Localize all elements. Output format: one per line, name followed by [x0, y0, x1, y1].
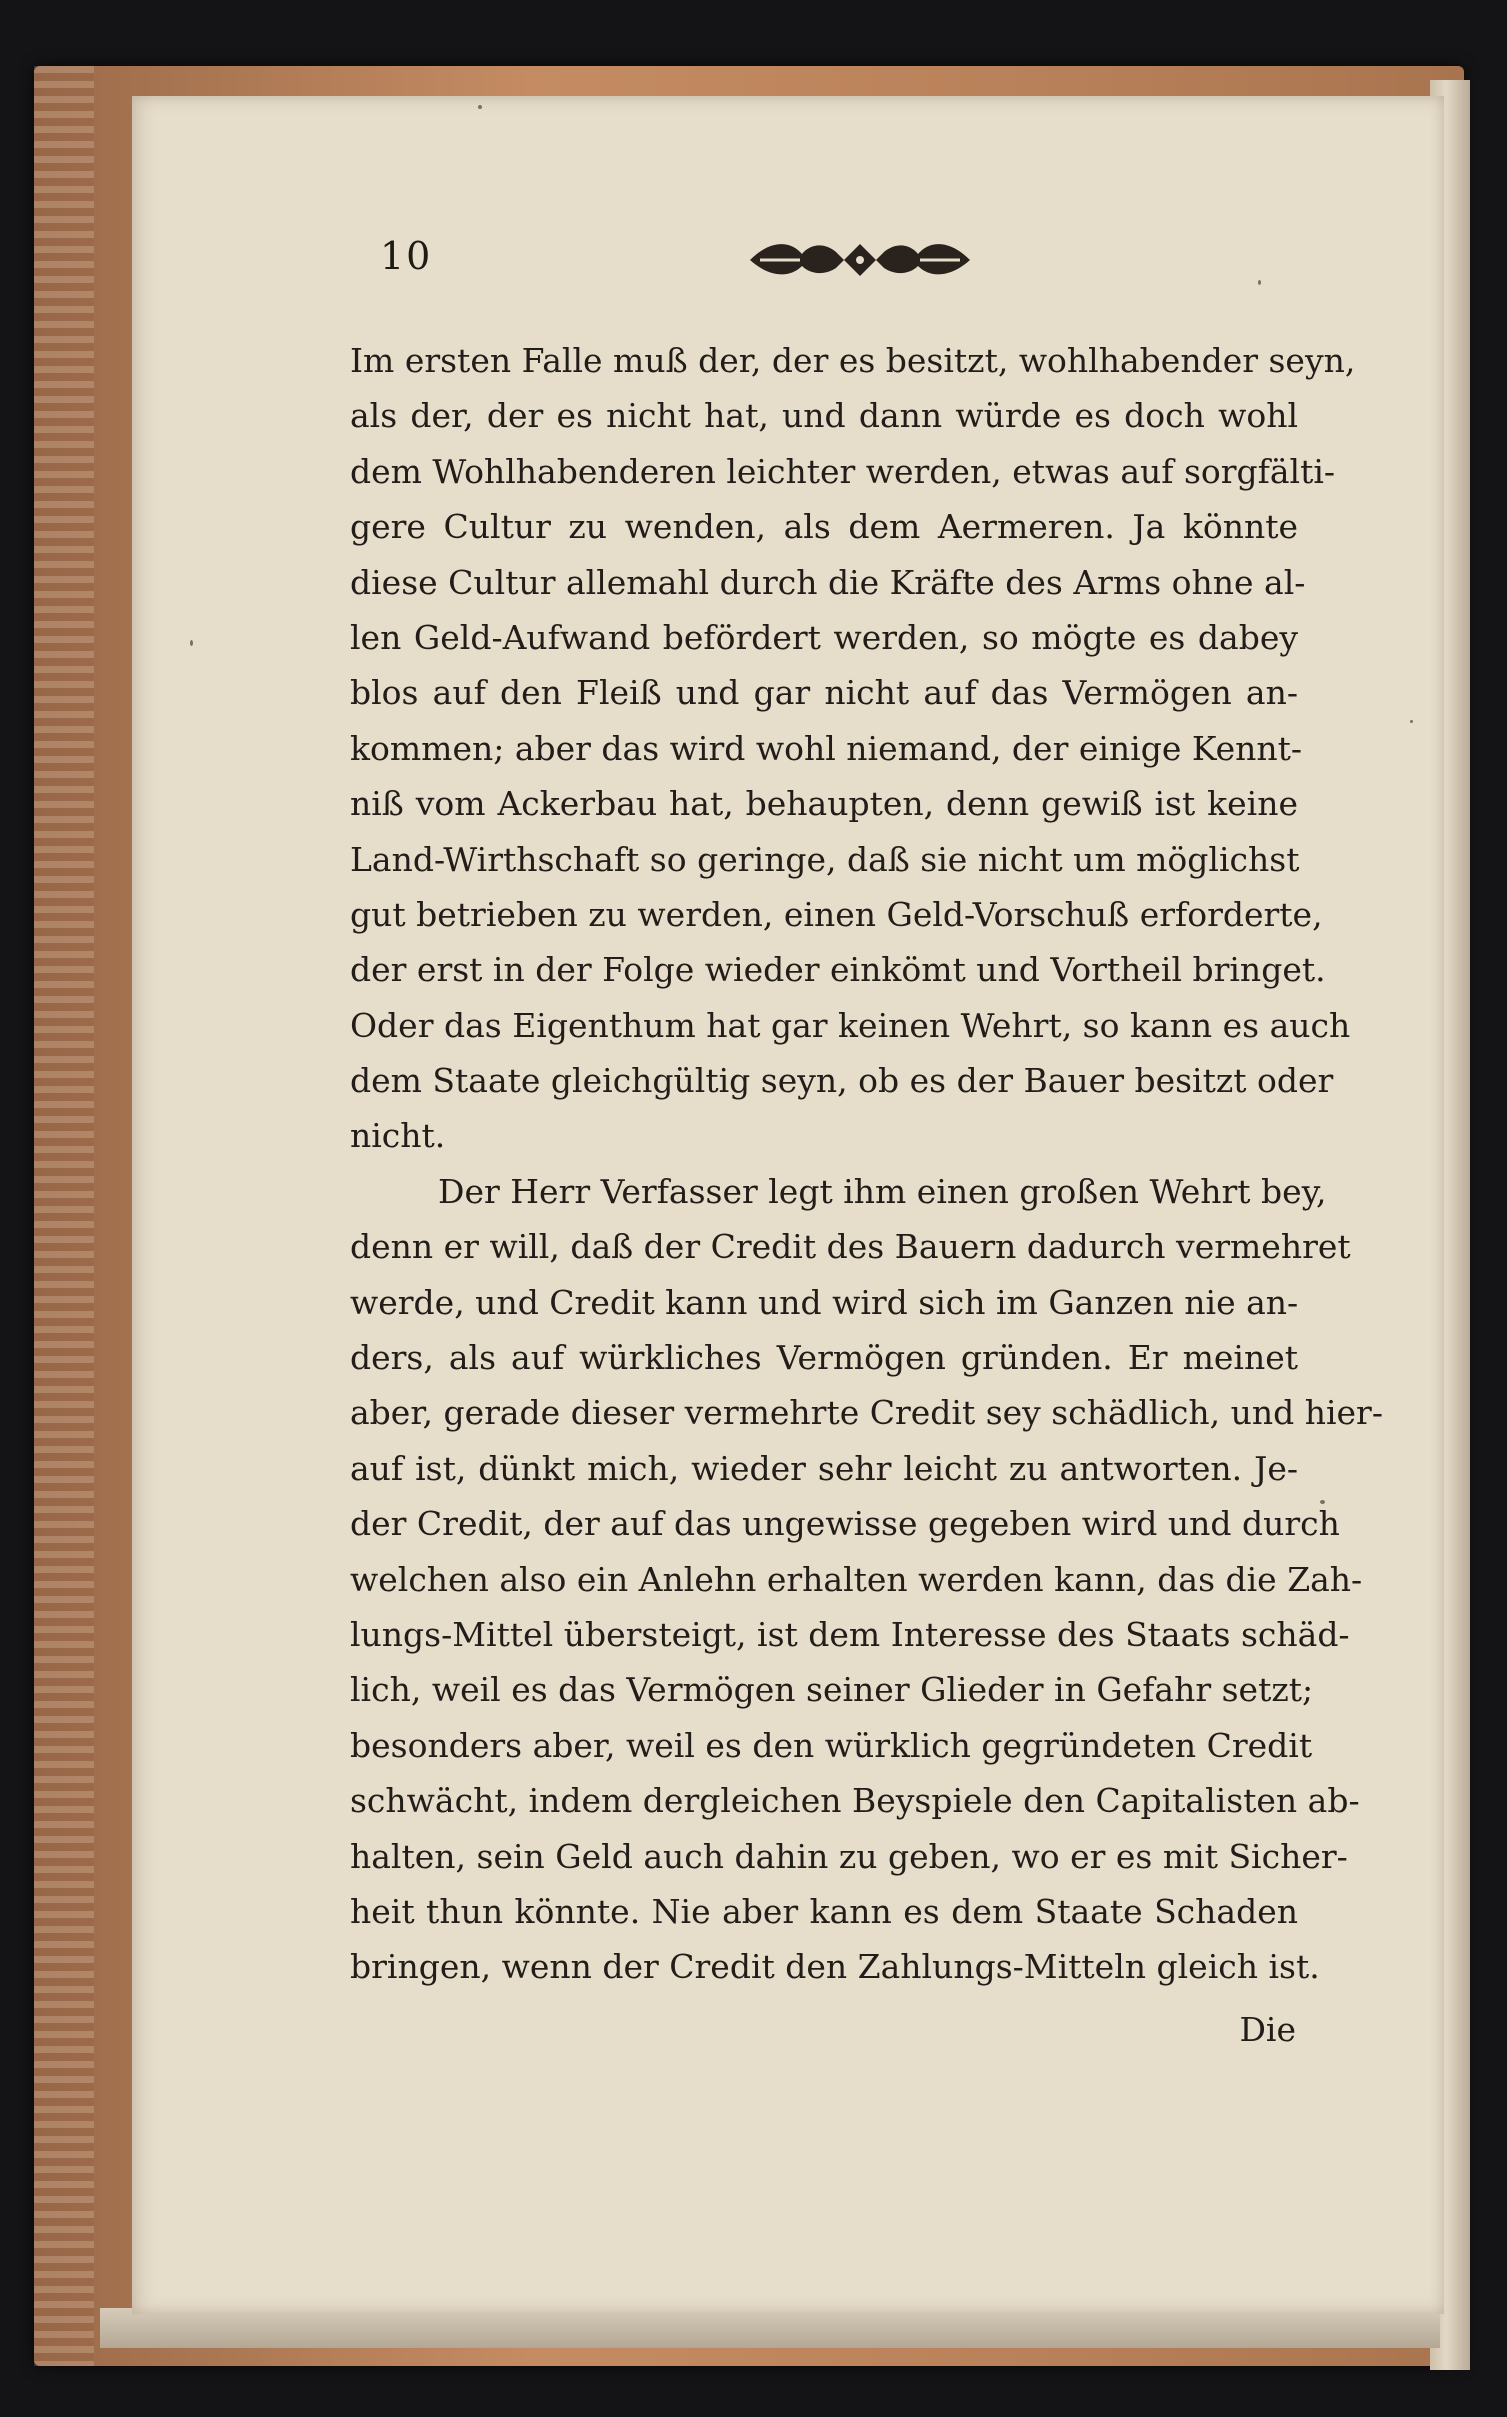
text-line: bringen, wenn der Credit den Zahlungs-Mitteln gleich ist.: [350, 1947, 1320, 1987]
text-line: besonders aber, weil es den würklich gegründeten Credit: [350, 1725, 1313, 1765]
text-line: halten, sein Geld auch dahin zu geben, wo er es mit Sicher-: [350, 1836, 1348, 1876]
paper-speck: [1258, 280, 1261, 285]
text-line: lich, weil es das Vermögen seiner Glieder in Gefahr setzt;: [350, 1670, 1314, 1710]
text-line: lungs-Mittel übersteigt, ist dem Interesse des Staats schäd-: [350, 1614, 1350, 1654]
paper-speck: [1410, 720, 1413, 723]
text-line: diese Cultur allemahl durch die Kräfte des Arms ohne al-: [350, 562, 1306, 602]
text-line: schwächt, indem dergleichen Beyspiele den Capitalisten ab-: [350, 1781, 1360, 1821]
page-header: [240, 230, 1320, 290]
text-line: welchen also ein Anlehn erhalten werden kann, das die Zah-: [350, 1559, 1363, 1599]
catchword: Die: [1239, 2010, 1296, 2049]
printer-ornament-icon: [740, 230, 980, 288]
page-stack-bottom-edge: [100, 2308, 1440, 2348]
text-line: gere Cultur zu wenden, als dem Aermeren. Ja könnte: [350, 507, 1298, 547]
text-line: Der Herr Verfasser legt ihm einen großen Wehrt bey,: [438, 1171, 1327, 1211]
paper-speck: [478, 105, 482, 109]
text-line: der erst in der Folge wieder einkömt und Vortheil bringet.: [350, 950, 1326, 990]
text-line: nicht.: [350, 1116, 446, 1156]
text-line: len Geld-Aufwand befördert werden, so mögte es dabey: [350, 617, 1298, 657]
body-text: [350, 333, 1383, 1995]
text-line: auf ist, dünkt mich, wieder sehr leicht zu antworten. Je-: [350, 1448, 1298, 1488]
text-line: blos auf den Fleiß und gar nicht auf das Vermögen an-: [350, 673, 1298, 713]
text-line: aber, gerade dieser vermehrte Credit sey schädlich, und hier-: [350, 1393, 1383, 1433]
paper-speck: [190, 640, 193, 646]
text-line: heit thun könnte. Nie aber kann es dem Staate Schaden: [350, 1891, 1298, 1931]
text-line: Land-Wirthschaft so geringe, daß sie nicht um möglichst: [350, 839, 1300, 879]
text-line: der Credit, der auf das ungewisse gegeben wird und durch: [350, 1504, 1340, 1544]
text-line: werde, und Credit kann und wird sich im Ganzen nie an-: [350, 1282, 1299, 1322]
page-number: 10: [380, 234, 433, 278]
text-line: niß vom Ackerbau hat, behaupten, denn gewiß ist keine: [350, 784, 1298, 824]
text-line: Oder das Eigenthum hat gar keinen Wehrt, so kann es auch: [350, 1005, 1351, 1045]
text-line: dem Wohlhabenderen leichter werden, etwas auf sorgfälti-: [350, 451, 1336, 491]
text-line: denn er will, daß der Credit des Bauern dadurch vermehret: [350, 1227, 1351, 1267]
paper-speck: [1320, 1500, 1325, 1504]
text-line: ders, als auf würkliches Vermögen gründen. Er meinet: [350, 1338, 1298, 1378]
cover-worn-edge: [34, 66, 94, 2366]
text-line: dem Staate gleichgültig seyn, ob es der Bauer besitzt oder: [350, 1061, 1334, 1101]
text-line: Im ersten Falle muß der, der es besitzt, wohlhabender seyn,: [350, 341, 1356, 380]
text-line: als der, der es nicht hat, und dann würde es doch wohl: [350, 396, 1298, 436]
text-line: kommen; aber das wird wohl niemand, der einige Kennt-: [350, 728, 1303, 768]
text-line: gut betrieben zu werden, einen Geld-Vorschuß erforderte,: [350, 894, 1323, 934]
